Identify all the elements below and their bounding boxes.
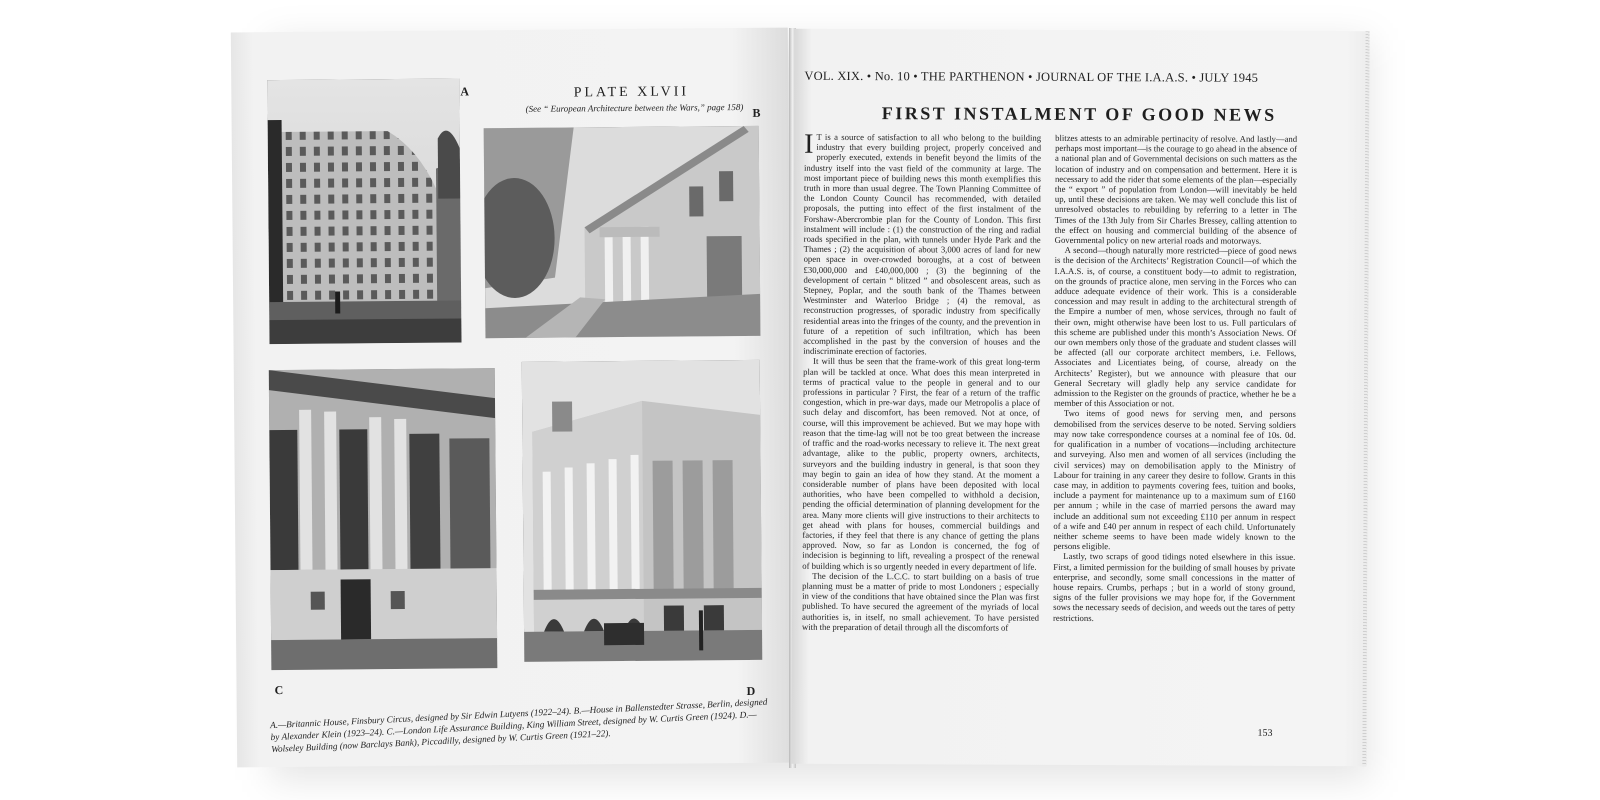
article-title: FIRST INSTALMENT OF GOOD NEWS — [881, 103, 1277, 125]
plate-letter-a: A — [460, 84, 470, 99]
paragraph: blitzes attests to an admirable pertinacity of resolve. And lastly—and perhaps most important—is the courage to go ahead in the absence of a national plan and of Governmental decisions on such matters as the location of industry and on compensation and betterment. Here it is necessary to add the rider that some elements of the plan—especially the “ export ” of population from London—will inevitably be held up, until these decisions are taken. We may well conclude this list of unresolved obstacles to rebuilding by referring to a letter in The Times of the 13th July from Sir Charles Bressey, calling attention to the effect on housing and commercial building of the absence of Governmental policy on new arterial roads and motorways. — [1054, 132, 1298, 246]
paragraph: A second—though naturally more restricted—piece of good news is the decision of the Architects’ Registration Council—of which the I.A.A.S. is, of course, a constituent body—to admit to registration, on the grounds of practice alone, men serving in the Forces who can adduce adequate evidence of their work. This is a considerable concession and may result in adding to the architectural strength of the Empire a number of men, whose services, through no fault of their own, might otherwise have been lost to us. Full particulars of this scheme are published under this month’s Association News. Of our own members only those of the graduate and student classes will be affected (all our corporate architect members, i.e. Fellows, Associates and Licentiates being, of course, already on the Architects’ Register), but we announce with pleasure that our General Secretary will gladly help any service candidate for admission to the Register on the grounds of practice, whether he be a member of this Association or not. — [1053, 245, 1297, 409]
right-page — [791, 29, 1369, 767]
drop-cap: I — [804, 128, 814, 160]
paragraph: I T is a source of satisfaction to all who belong to the building industry that every building project, properly conceived and properly executed, extends in benefit beyond the limits of the industry itself into the vast field of the community at large. The most important piece of building news this month exemplifies this truth in more than usual degree. The Town Planning Committee of the London County Council has recommended, with detailed proposals, the putting into effect of the first instalment of the Forshaw-Abercrombie plan for the County of London. This first instalment will include : (1) the construction of the ring and radial roads specified in the plan, with tunnels under Hyde Park and the Thames ; (2) the acquisition of about 3,000 acres of land for new open space in over-crowded boroughs, at a cost of between £30,000,000 and £40,000,000 ; (3) the beginning of the development of certain “ blitzed ” and obsolescent areas, such as Stepney, Poplar, and the south bank of the Thames between Westminster and Waterloo Bridge ; (4) the removal, as reconstruction progresses, of sporadic industry from specifically residential areas into the fringes of the county, and the prevention in future of a repetition of such infiltration, which has been accomplished in the past by the conversion of houses and the indiscriminate erection of factories. — [803, 128, 1042, 357]
page-number: 153 — [1257, 727, 1273, 739]
plate-title: PLATE XLVII — [573, 84, 690, 101]
plate-letter-c: C — [274, 683, 284, 698]
photo-d-wolseley-building — [522, 360, 763, 662]
plate-letter-b: B — [752, 105, 761, 120]
paragraph: Lastly, two scraps of good tidings noted elsewhere in this issue. First, a limited permission for the building of small houses by private enterprise, and secondly, some small concessions in the matter of house repairs. Crumbs, perhaps ; but in a world of stony ground, signs of the fuller provisions we may hope for, if the Government sows the necessary seeds of decision, and weeds out the tares of petty restrictions. — [1053, 551, 1296, 623]
photo-a-britannic-house — [267, 78, 461, 344]
paragraph: Two items of good news for serving men, and persons demobilised from the services deserve to be noted. Serving soldiers may now take correspondence courses at a nominal fee of 10s. 0d. for qualification in a number of vocations—including architecture and surveying. Also men and women of all services (including the civil services) may on demobilisation apply to the Ministry of Labour for training in any career they desire to follow. Grants in this case may, in addition to payments covering fees, tuition and books, include a payment for maintenance up to a maximum sum of £160 per annum ; while in the case of married persons the award may include an additional sum not exceeding £110 per annum in respect of a wife and £40 per annum in respect of each child. Unfortunately neither scheme seems to have been made widely known to the persons eligible. — [1053, 408, 1296, 552]
paragraph: The decision of the L.C.C. to start building on a basis of true planning must be a matter of pride to most Londoners ; especially in view of the conditions that have obtained since the Plan was first published. To have secured the agreement of the myriads of local authorities is, in itself, no small achievement. To have persisted with the preparation of detail through all the discomforts of — [801, 570, 1040, 633]
plate-subtitle: (See “ European Architecture between the Wars,” page 158) — [525, 101, 744, 114]
article-column-1 — [801, 128, 1042, 633]
running-head: VOL. XIX. • No. 10 • THE PARTHENON • JOURNAL OF THE I.A.A.S. • JULY 1945 — [804, 68, 1259, 85]
plate-caption: A.—Britannic House, Finsbury Circus, designed by Sir Edwin Lutyens (1922–24). B.—House in Ballenstedter Strasse, Berlin, designed by Alexander Klein (1923–24). C.—London Life Assurance Building, King William Street, designed by W. Curtis Green (1924). D.—Wolseley Building (now Barclays Bank), Piccadilly, designed by W. Curtis Green (1921–22). — [269, 696, 768, 755]
photo-b-house-berlin — [484, 126, 761, 338]
paragraph: It will thus be seen that the frame-work of this great long-term plan will be tackled at once. What does this mean interpreted in terms of practical value to the people in general and to our professions in particular ? First, the fear of a return of the traffic congestion, which in pre-war days, made our Metropolis a place of such delay and discomfort, has been removed. Not at once, of course, will this improvement be achieved. But we may hope with reason that the time-lag will not be too great between the increase of traffic and the road-works necessary to relieve it. The next great advantage, alike to the public, property owners, architects, surveyors and the building industry in general, is that soon they may begin to gain an idea of how they stand. At the moment a considerable number of plans have been deposited with local authorities, who have been compelled to withhold a decision, pending the official determination of planning development for the area. Many more clients will give instructions to their architects to get ahead with plans for houses, commercial buildings and factories, if they feel that there is any chance of getting the plans approved. Now, so far as London is concerned, the fog of indecision is beginning to lift, revealing a prospect of the renewal of building which is so urgently needed in every department of life. — [802, 356, 1041, 572]
text-block — [801, 29, 1324, 766]
photo-c-london-life-building — [269, 368, 498, 670]
plate-letter-d: D — [746, 683, 756, 698]
article-column-2 — [1053, 133, 1297, 624]
left-page — [231, 28, 794, 768]
